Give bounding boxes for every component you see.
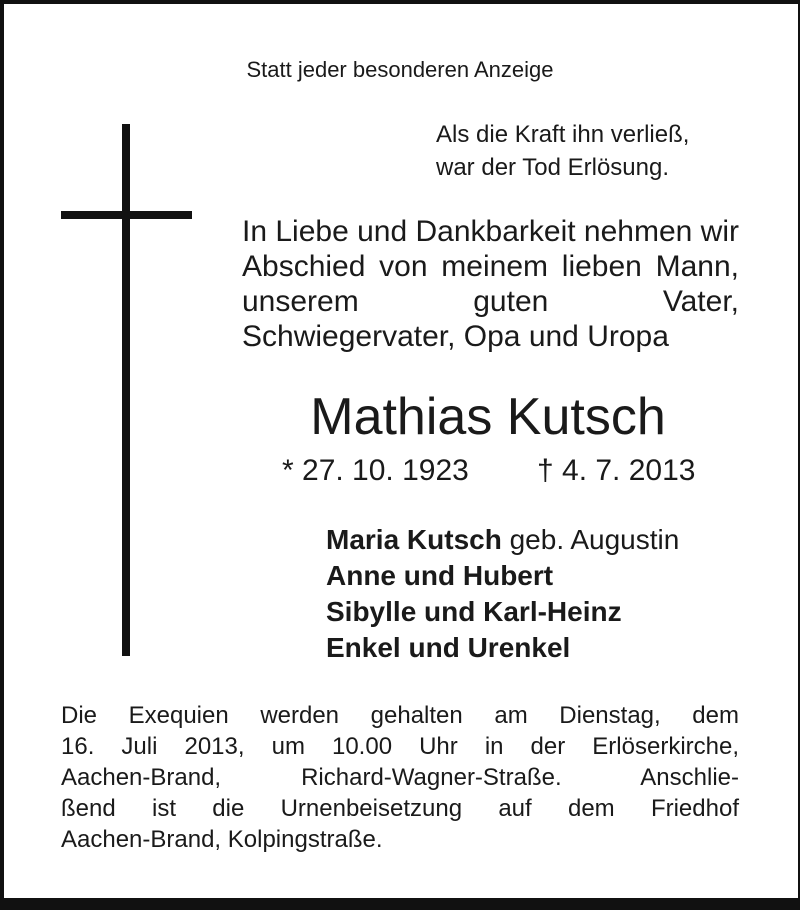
- funeral-details: [61, 700, 739, 855]
- cross-icon-vertical: [122, 124, 130, 656]
- funeral-line: Aachen-Brand, Kolpingstraße.: [61, 826, 383, 853]
- family-member-name: Anne und Hubert: [326, 560, 554, 591]
- family-list: [326, 522, 679, 666]
- funeral-line: Die Exequien werden gehalten am Dienstag, dem: [61, 702, 739, 729]
- cross-icon-horizontal: [61, 211, 192, 219]
- header-line: Statt jeder besonderen Anzeige: [246, 57, 554, 82]
- birth-date: * 27. 10. 1923: [282, 454, 469, 487]
- family-member: [326, 522, 679, 558]
- family-member-name: Maria Kutsch: [326, 524, 502, 555]
- family-member-name: Sibylle und Karl-Heinz: [326, 596, 622, 627]
- deceased-name: Mathias Kutsch: [310, 388, 666, 446]
- quote-line: war der Tod Erlösung.: [436, 154, 670, 181]
- intro-text: In Liebe und Dankbarkeit nehmen wir Abschied von meinem lieben Mann, unserem guten Vater, Schwiegervater, Opa und Uropa: [242, 215, 739, 353]
- funeral-line: ßend ist die Urnenbeisetzung auf dem Friedhof: [61, 795, 739, 822]
- family-member: [326, 558, 679, 594]
- family-member: [326, 630, 679, 666]
- family-member-note: geb. Augustin: [501, 524, 680, 555]
- family-member-name: Enkel und Urenkel: [326, 632, 571, 663]
- funeral-line: Aachen-Brand, Richard-Wagner-Straße. Anschlie-: [61, 764, 739, 791]
- quote-line: Als die Kraft ihn verließ,: [436, 121, 690, 148]
- quote: [436, 118, 689, 184]
- funeral-line: 16. Juli 2013, um 10.00 Uhr in der Erlöserkirche,: [61, 733, 739, 760]
- family-member: [326, 594, 679, 630]
- death-date: † 4. 7. 2013: [537, 454, 696, 487]
